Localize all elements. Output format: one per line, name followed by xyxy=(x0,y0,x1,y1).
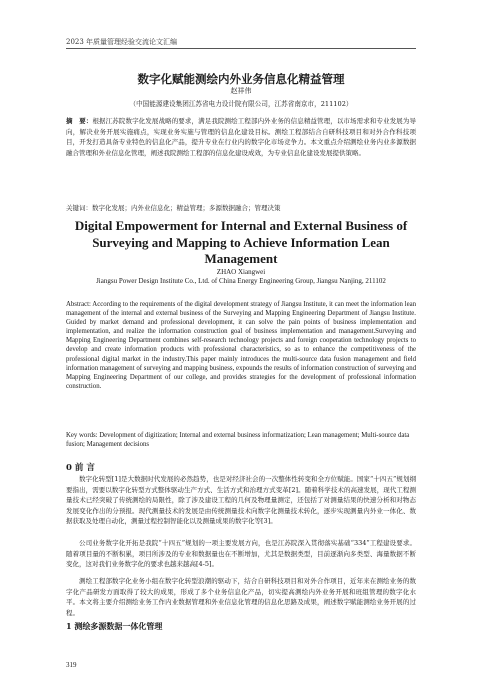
abstract-en: Abstract: According to the requirements of the digital development strategy of Jiangsu Institute, it can meet the information lean management of the internal and external business of the Surveying and Mapping Engineering Department of Jiangsu Institute. Guided by market demand and professional development, it can solve the pain points of business implementation and implementation, and realize the information construction goal of business implementation and management.Surveying and Mapping Engineering Department combines self-research technology projects and foreign cooperation technology projects to develop and create information products with professional characteristics, so as to enhance the competitiveness of the professional digital market in the industry.This paper mainly introduces the multi-source data fusion management and field information management of surveying and mapping business, expounds the results of information construction of surveying and Mapping Engineering Department of our college, and provides strategies for the development of professional information construction. xyxy=(66,301,416,390)
author-en: ZHAO Xiangwei xyxy=(216,268,266,276)
section-heading-1: 1 测绘多源数据一体化管理 xyxy=(66,621,163,631)
body-paragraph-3: 测绘工程部数字化业务小组在数字化转型浪潮的驱动下，结合自研科技项目和对外合作项目，近年来在测绘业务的数字化产品研发方面取得了较大的成果，形成了多个业务信息化产品，切实提高测绘内外业务开展和班组管理的数字化水平。本文将主要介绍测绘业务工作内业数据管理和外业信息化管理的信息化思路及成果，阐述数字赋能测绘业务开展的过程。 xyxy=(66,577,416,617)
body-paragraph-1: 数字化转型[1]是大数据时代发展的必然趋势，也是对经济社会的一次整体性转变和全方位赋能。国家“十四五”规划纲要指出，需要以数字化转型方式整体驱动生产方式、生活方式和治理方式变革[2]。随着科学技术的高速发展，现代工程测量技术已经突破了传统测绘的局限性，除了涉及建设工程的几何及物理量测定，还包括了对测量结果的快速分析和对物态发展变化作出的分预报。现代测量技术的发展是由传统测量技术向数字化测量技术转化，逐步实现测量内外业一体化、数据获取及处理自动化，测量过程控制智能化以及测量成果的数字化等[3]。 xyxy=(66,475,416,526)
paper-title-en: Digital Empowerment for Internal and External Business of Surveying and Mapping to Achieve Information Lean Management xyxy=(74,218,408,266)
running-header: 2023 年质量管理经验交流论文汇编 xyxy=(66,38,178,46)
section-heading-intro: 0 前 言 xyxy=(66,463,95,473)
affiliation-cn: （中国能源建设集团江苏省电力设计院有限公司，江苏省南京市，211102） xyxy=(129,100,353,108)
body-paragraph-2: 公司业务数字化开拓是我院“十四五”规划的一项主要发展方向，也是江苏院深入贯彻落实基础“334”工程建设要求。随着项目量的不断积累，项目所涉及的专业和数据量也在不断增加，尤其是数据类型，目前逐渐向多类型、海量数据不断变化，这对我们业务数字化的要求也越来越高[4-5]。 xyxy=(66,539,416,569)
keywords-cn: 关键词：数字化发展；内外业信息化；精益管理；多源数据融合；管理决策 xyxy=(66,204,281,212)
author-cn: 赵祥伟 xyxy=(230,87,252,95)
abstract-cn xyxy=(66,116,416,158)
header-rule xyxy=(66,48,416,49)
paper-title-cn: 数字化赋能测绘内外业务信息化精益管理 xyxy=(137,72,345,86)
affiliation-en: Jiangsu Power Design Institute Co., Ltd. of China Energy Engineering Group, Jiangsu Nanjing, 211102 xyxy=(96,277,386,285)
keywords-en: Key words: Development of digitization; Internal and external business informatization; Lean management; Multi-source data fusion; Management decisions xyxy=(66,432,410,449)
abstract-cn-label: 摘 要： xyxy=(66,117,93,125)
abstract-cn-text: 根据江苏院数字化发展战略的要求，满足我院测绘工程部内外业务的信息精益管理，以市场需求和专业发展为导向，解决业务开展实施痛点，实现业务实施与管理的信息化建设目标。测绘工程部结合自研科技项目和对外合作科技项目，开发打造具备专业特色的信息化产品，提升专业在行业内的数字化市场竞争力。本文重点介绍测绘业务内业多源数据融合管理和外业信息化管理，阐述我院测绘工程部的信息化建设成效，为专业信息化建设发展提供策略。 xyxy=(66,117,417,157)
page-number: 319 xyxy=(66,661,77,669)
